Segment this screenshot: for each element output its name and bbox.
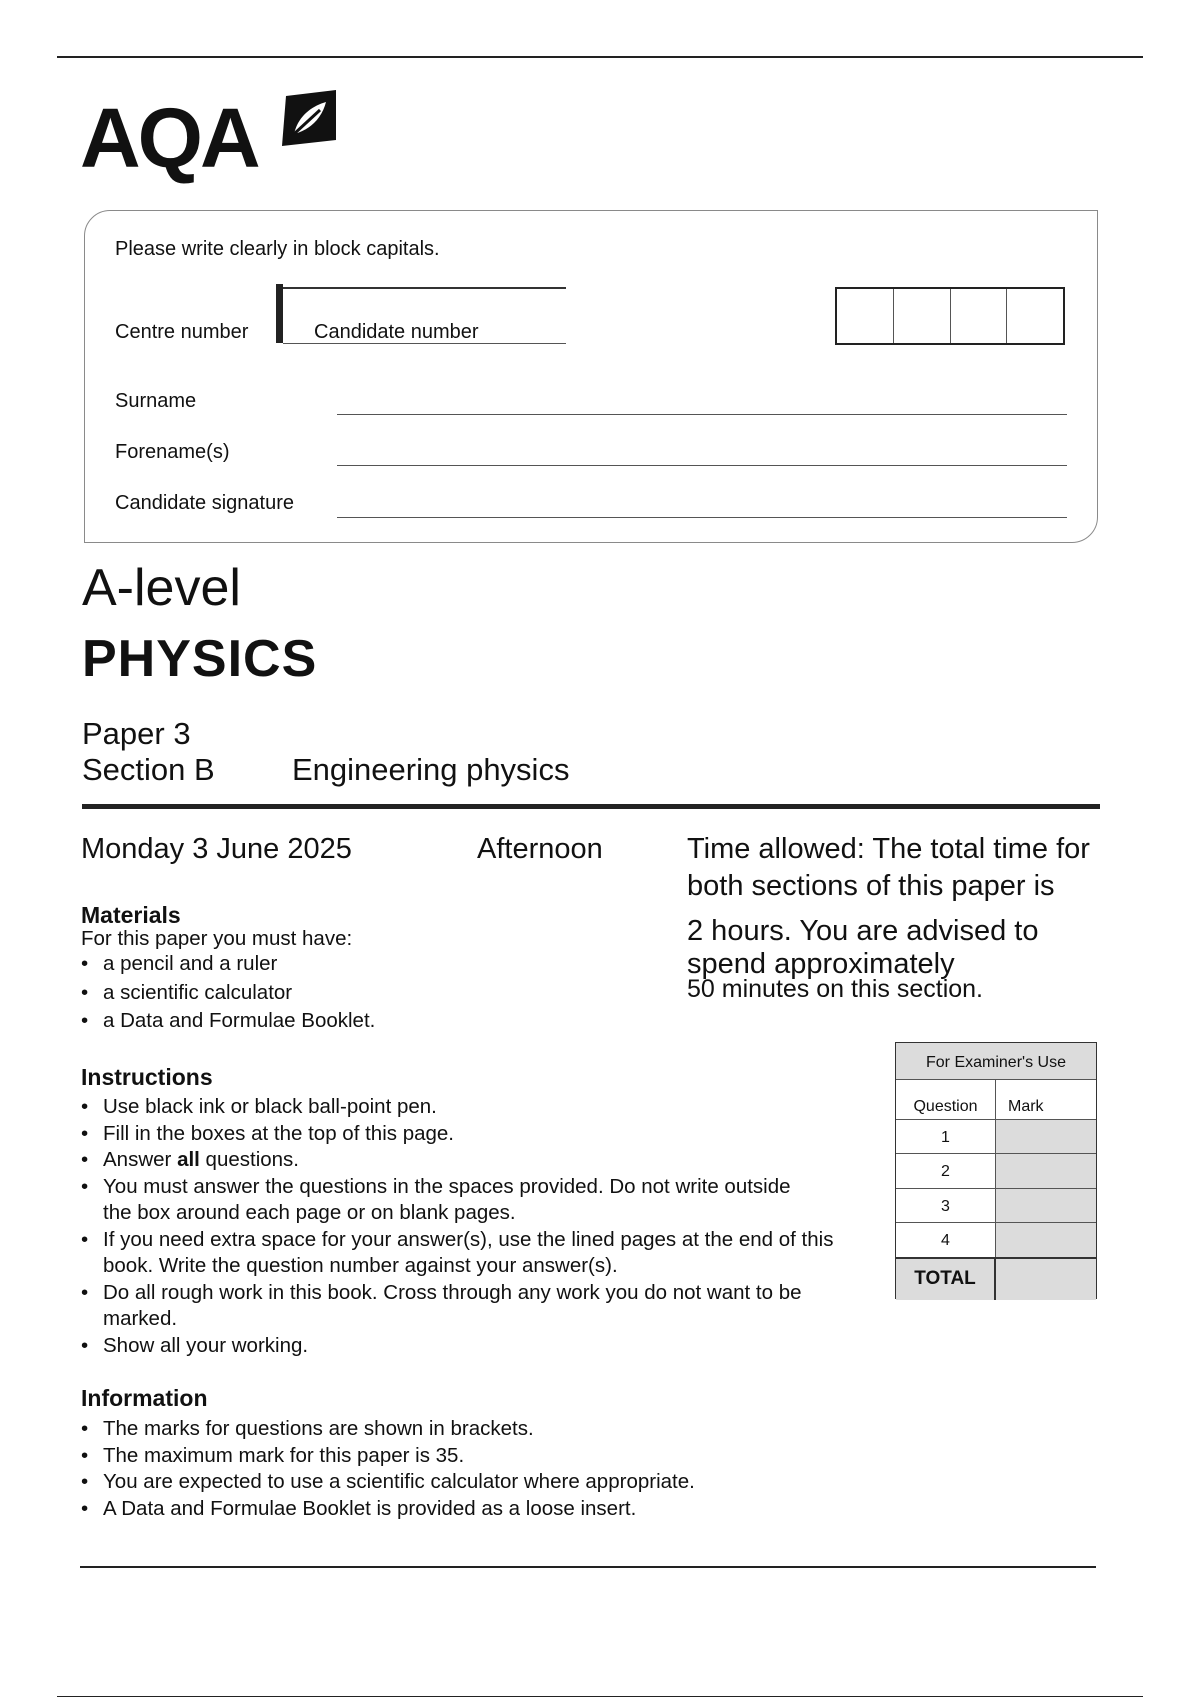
instructions-heading: Instructions [81, 1064, 213, 1090]
qualification-level: A-level [82, 559, 241, 617]
list-item: • The maximum mark for this paper is 35. [81, 1443, 871, 1470]
time-allowed-line-4: spend approximately [687, 948, 955, 980]
question-number: 1 [896, 1120, 996, 1154]
materials-intro: For this paper you must have: [81, 927, 353, 950]
mark-column-header: Mark [1008, 1098, 1044, 1115]
question-number: 2 [896, 1154, 996, 1188]
table-row [896, 1188, 1096, 1223]
logo-wordmark: AQA [80, 91, 258, 185]
signature-field[interactable] [337, 517, 1067, 518]
mark-cell [996, 1120, 1096, 1154]
leaf-icon [280, 88, 342, 150]
bottom-rule [57, 1696, 1143, 1697]
list-item: • Show all your working. [81, 1333, 871, 1360]
list-item: • Do all rough work in this book. Cross through any work you do not want to be marked. [81, 1280, 871, 1333]
block-capitals-instruction: Please write clearly in block capitals. [115, 238, 440, 260]
candidate-number-label: Candidate number [314, 321, 479, 343]
materials-list [81, 951, 681, 1035]
forenames-field[interactable] [337, 465, 1067, 466]
forenames-label: Forename(s) [115, 441, 230, 463]
list-item: • Use black ink or black ball-point pen. [81, 1094, 871, 1121]
top-rule [57, 56, 1143, 58]
signature-label: Candidate signature [115, 492, 295, 514]
table-row [896, 1222, 1096, 1257]
list-item: • Answer all questions. [81, 1147, 871, 1174]
paper-number: Paper 3 [82, 716, 191, 751]
digit-box[interactable] [1007, 289, 1063, 343]
digit-box[interactable] [951, 289, 1008, 343]
total-mark-cell [996, 1259, 1096, 1300]
mark-cell [996, 1189, 1096, 1223]
surname-label: Surname [115, 390, 197, 412]
title-divider [82, 804, 1100, 809]
list-item: • a scientific calculator [81, 980, 681, 1007]
exam-session: Afternoon [477, 833, 603, 865]
centre-number-top-line [283, 287, 566, 289]
time-allowed-line-5: 50 minutes on this section. [687, 975, 983, 1003]
table-row [896, 1153, 1096, 1188]
time-allowed-line-1: Time allowed: The total time for [687, 833, 1090, 865]
section-label: Section B [82, 752, 215, 787]
list-item: • a Data and Formulae Booklet. [81, 1008, 681, 1035]
mark-cell [996, 1154, 1096, 1188]
subject-title: PHYSICS [82, 630, 318, 688]
table-row [896, 1119, 1096, 1154]
aqa-logo [80, 88, 380, 188]
candidate-number-boxes[interactable] [835, 287, 1065, 345]
instructions-list [81, 1094, 871, 1359]
examiner-use-table [895, 1042, 1097, 1299]
mark-cell [996, 1223, 1096, 1257]
total-row [896, 1257, 1096, 1300]
question-column-header: Question [896, 1079, 996, 1119]
total-label: TOTAL [896, 1259, 996, 1300]
information-list [81, 1416, 871, 1522]
exam-date: Monday 3 June 2025 [81, 833, 352, 865]
list-item: • a pencil and a ruler [81, 951, 681, 978]
footer-rule [80, 1566, 1096, 1568]
centre-number-marker [276, 284, 283, 343]
centre-number-label: Centre number [115, 321, 249, 343]
digit-box[interactable] [837, 289, 894, 343]
information-heading: Information [81, 1385, 208, 1411]
materials-heading: Materials [81, 902, 181, 928]
list-item: • The marks for questions are shown in brackets. [81, 1416, 871, 1443]
examiner-table-title: For Examiner's Use [896, 1043, 1096, 1080]
digit-box[interactable] [894, 289, 951, 343]
list-item: • If you need extra space for your answer(s), use the lined pages at the end of this book. Write the question number against your answer(s). [81, 1227, 871, 1280]
list-item: • A Data and Formulae Booklet is provided as a loose insert. [81, 1496, 871, 1523]
question-number: 4 [896, 1223, 996, 1257]
time-allowed-line-3: 2 hours. You are advised to [687, 915, 1039, 947]
list-item: • You must answer the questions in the spaces provided. Do not write outside the box around each page or on blank pages. [81, 1174, 871, 1227]
list-item: • Fill in the boxes at the top of this page. [81, 1121, 871, 1148]
question-number: 3 [896, 1189, 996, 1223]
list-item: • You are expected to use a scientific calculator where appropriate. [81, 1469, 871, 1496]
surname-field[interactable] [337, 414, 1067, 415]
section-name: Engineering physics [292, 752, 570, 787]
time-allowed-line-2: both sections of this paper is [687, 870, 1055, 902]
